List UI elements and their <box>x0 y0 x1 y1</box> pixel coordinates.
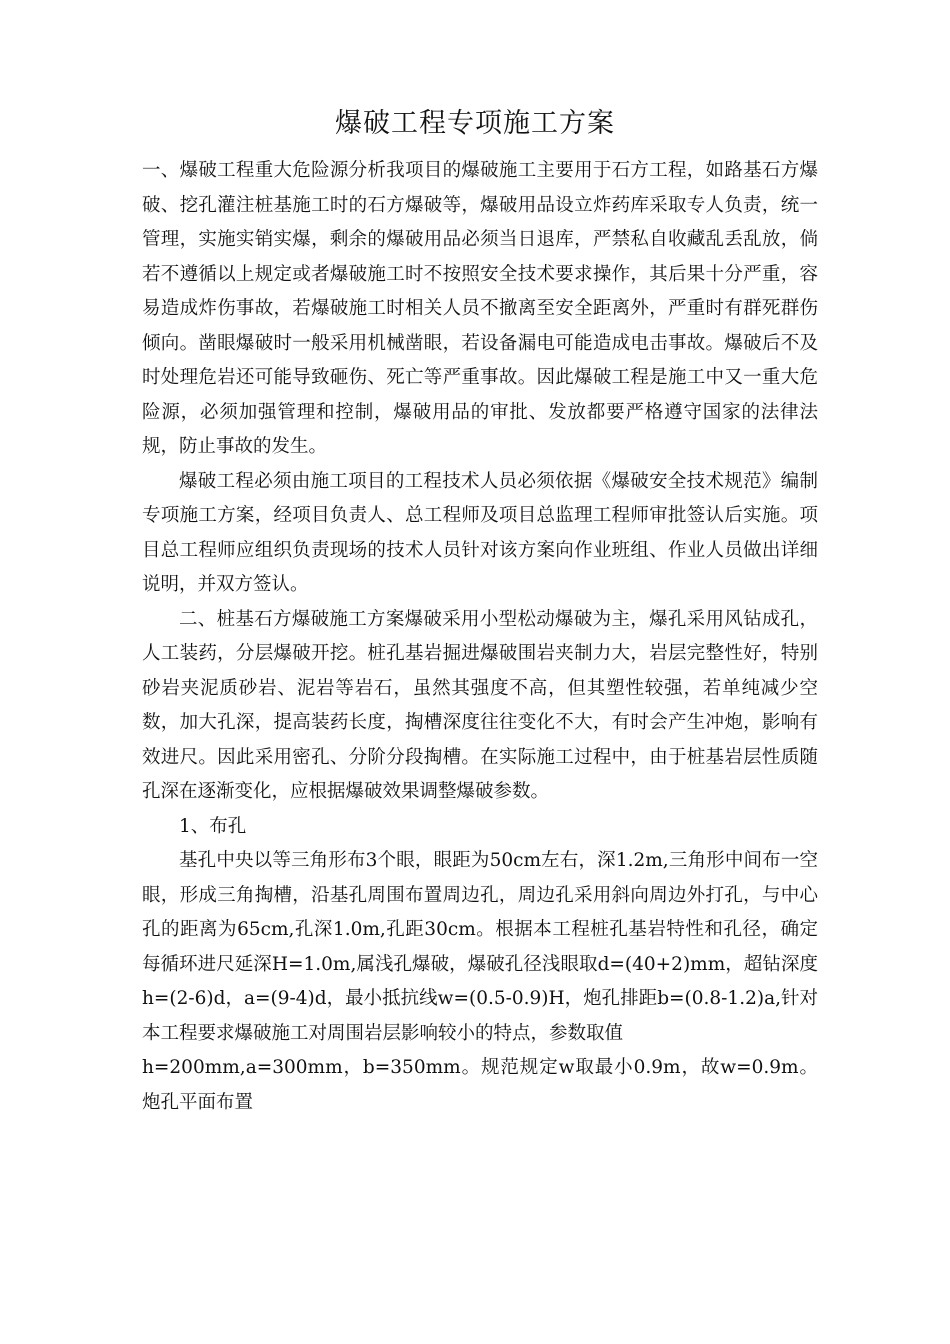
paragraph-hole-parameters: 基孔中央以等三角形布3个眼，眼距为50cm左右，深1.2m,三角形中间布一空眼，形成三角掏槽，沿基孔周围布置周边孔，周边孔采用斜向周边外打孔，与中心孔的距离为65cm,孔深1.0m,孔距30cm。根据本工程桩孔基岩特性和孔径，确定每循环进尺延深H=1.0m,属浅孔爆破，爆破孔径浅眼取d=(40+2)mm，超钻深度h=(2-6)d，a=(9-4)d，最小抵抗线w=(0.5-0.9)H，炮孔排距b=(0.8-1.2)a,针对本工程要求爆破施工对周围岩层影响较小的特点，参数取值 <box>142 850 818 1044</box>
paragraph-approval: 爆破工程必须由施工项目的工程技术人员必须依据《爆破安全技术规范》编制专项施工方案，经项目负责人、总工程师及项目总监理工程师审批签认后实施。项目总工程师应组织负责现场的技术人员针对该方案向作业班组、作业人员做出详细说明，并双方签认。 <box>142 470 818 595</box>
document-body <box>142 154 818 1120</box>
document-title: 爆破工程专项施工方案 <box>335 108 615 139</box>
paragraph-hazard-analysis: 一、爆破工程重大危险源分析我项目的爆破施工主要用于石方工程，如路基石方爆破、挖孔灌注桩基施工时的石方爆破等，爆破用品设立炸药库采取专人负责，统一管理，实施实销实爆，剩余的爆破用品必须当日退库，严禁私自收藏乱丢乱放，倘若不遵循以上规定或者爆破施工时不按照安全技术要求操作，其后果十分严重，容易造成炸伤事故，若爆破施工时相关人员不撤离至安全距离外，严重时有群死群伤倾向。凿眼爆破时一般采用机械凿眼，若设备漏电可能造成电击事故。爆破后不及时处理危岩还可能导致砸伤、死亡等严重事故。因此爆破工程是施工中又一重大危险源，必须加强管理和控制，爆破用品的审批、发放都要严格遵守国家的法律法规，防止事故的发生。 <box>142 160 818 457</box>
paragraph-parameter-values: h=200mm,a=300mm，b=350mm。规范规定w取最小0.9m，故w=0.9m。炮孔平面布置 <box>142 1057 818 1113</box>
paragraph-pile-blasting: 二、桩基石方爆破施工方案爆破采用小型松动爆破为主，爆孔采用风钻成孔，人工装药，分层爆破开挖。桩孔基岩掘进爆破围岩夹制力大，岩层完整性好，特别砂岩夹泥质砂岩、泥岩等岩石，虽然其强度不高，但其塑性较强，若单纯减少空数，加大孔深，提高装药长度，掏槽深度往往变化不大，有时会产生冲炮，影响有效进尺。因此采用密孔、分阶分段掏槽。在实际施工过程中，由于桩基岩层性质随孔深在逐渐变化，应根据爆破效果调整爆破参数。 <box>142 608 818 802</box>
section-heading-hole-layout: 1、布孔 <box>179 815 247 837</box>
